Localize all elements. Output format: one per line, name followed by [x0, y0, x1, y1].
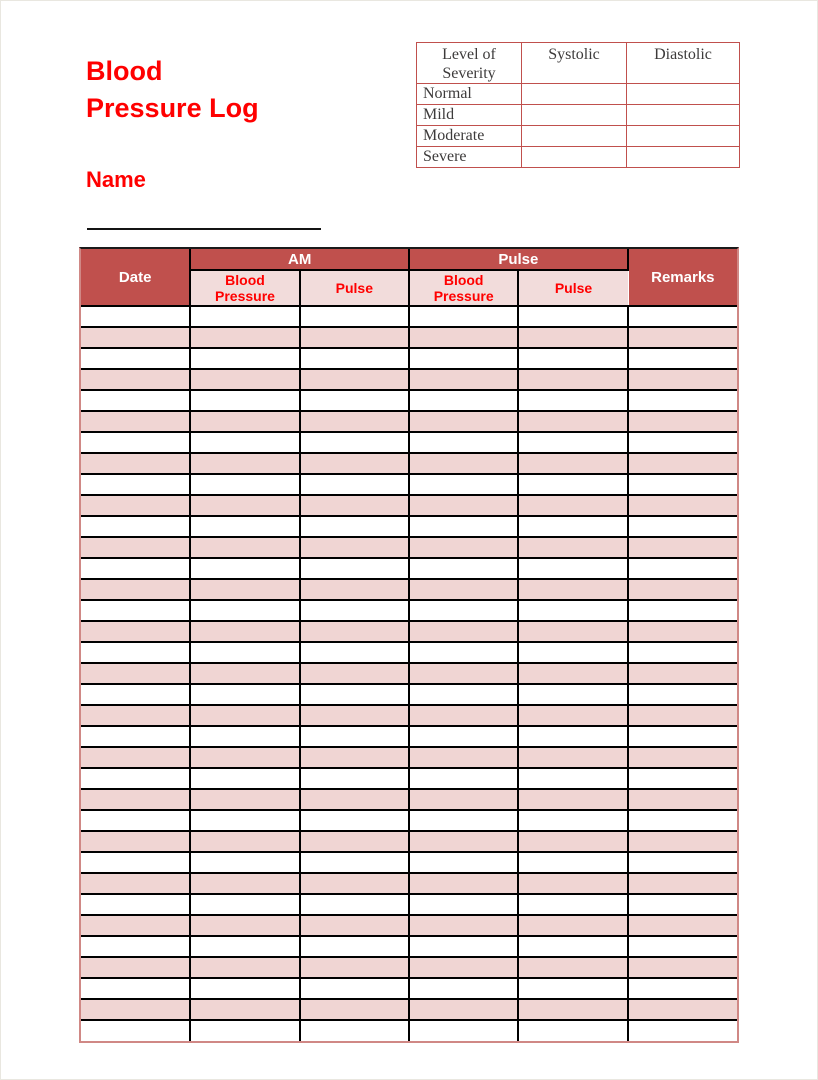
log-cell: [518, 894, 627, 915]
log-row: [81, 516, 737, 537]
log-cell: [81, 810, 190, 831]
log-cell: [628, 306, 737, 327]
log-cell: [409, 600, 518, 621]
log-row: [81, 621, 737, 642]
log-cell: [628, 789, 737, 810]
log-cell: [409, 558, 518, 579]
log-cell: [190, 957, 299, 978]
log-cell: [81, 831, 190, 852]
log-row: [81, 411, 737, 432]
log-cell: [190, 495, 299, 516]
log-cell: [300, 537, 409, 558]
log-cell: [300, 558, 409, 579]
log-cell: [300, 936, 409, 957]
log-cell: [300, 495, 409, 516]
log-cell: [628, 474, 737, 495]
log-cell: [190, 936, 299, 957]
log-cell: [190, 579, 299, 600]
log-cell: [409, 306, 518, 327]
log-row: [81, 327, 737, 348]
log-cell: [409, 663, 518, 684]
log-cell: [518, 348, 627, 369]
log-cell: [300, 621, 409, 642]
log-cell: [190, 600, 299, 621]
log-cell: [81, 684, 190, 705]
log-cell: [409, 873, 518, 894]
log-cell: [81, 516, 190, 537]
log-cell: [628, 705, 737, 726]
log-cell: [409, 474, 518, 495]
log-cell: [81, 747, 190, 768]
severity-row: [417, 126, 740, 147]
severity-col-systolic: Systolic: [522, 43, 627, 84]
log-cell: [190, 831, 299, 852]
log-cell: [628, 453, 737, 474]
log-cell: [628, 936, 737, 957]
log-row: [81, 999, 737, 1020]
log-cell: [518, 789, 627, 810]
log-subcol-pulse-am: Pulse: [300, 270, 409, 306]
log-row: [81, 369, 737, 390]
log-subcol-pulse-pm: Pulse: [518, 270, 627, 306]
log-cell: [518, 726, 627, 747]
log-cell: [300, 390, 409, 411]
log-cell: [409, 579, 518, 600]
log-cell: [409, 705, 518, 726]
log-cell: [409, 432, 518, 453]
log-cell: [409, 852, 518, 873]
log-row: [81, 558, 737, 579]
log-cell: [518, 978, 627, 999]
log-cell: [518, 390, 627, 411]
log-cell: [518, 1020, 627, 1041]
log-cell: [300, 369, 409, 390]
log-row: [81, 684, 737, 705]
log-cell: [190, 369, 299, 390]
log-cell: [518, 558, 627, 579]
severity-systolic-cell: [522, 84, 627, 105]
log-cell: [409, 411, 518, 432]
log-cell: [300, 705, 409, 726]
log-cell: [518, 852, 627, 873]
log-cell: [518, 579, 627, 600]
log-cell: [628, 978, 737, 999]
log-col-remarks: Remarks: [628, 249, 737, 306]
log-cell: [300, 726, 409, 747]
log-cell: [81, 957, 190, 978]
log-cell: [81, 558, 190, 579]
log-cell: [628, 432, 737, 453]
log-cell: [628, 495, 737, 516]
log-cell: [300, 915, 409, 936]
severity-diastolic-cell: [627, 126, 740, 147]
log-row: [81, 894, 737, 915]
log-cell: [518, 705, 627, 726]
log-cell: [190, 852, 299, 873]
log-row: [81, 348, 737, 369]
log-cell: [518, 537, 627, 558]
log-cell: [628, 768, 737, 789]
log-group-pulse: Pulse: [409, 249, 628, 270]
log-row: [81, 915, 737, 936]
log-cell: [409, 369, 518, 390]
log-cell: [518, 999, 627, 1020]
log-cell: [190, 558, 299, 579]
log-cell: [81, 852, 190, 873]
log-group-am: AM: [190, 249, 409, 270]
log-cell: [81, 705, 190, 726]
log-cell: [628, 579, 737, 600]
log-cell: [628, 558, 737, 579]
log-cell: [300, 873, 409, 894]
severity-row: [417, 105, 740, 126]
log-cell: [81, 579, 190, 600]
log-cell: [518, 495, 627, 516]
log-cell: [81, 789, 190, 810]
log-cell: [300, 348, 409, 369]
log-cell: [300, 453, 409, 474]
log-cell: [190, 915, 299, 936]
log-cell: [81, 600, 190, 621]
log-cell: [190, 768, 299, 789]
log-row: [81, 600, 737, 621]
log-cell: [190, 978, 299, 999]
log-cell: [190, 684, 299, 705]
log-row: [81, 1020, 737, 1041]
severity-systolic-cell: [522, 147, 627, 168]
log-cell: [409, 768, 518, 789]
log-cell: [300, 852, 409, 873]
log-row: [81, 957, 737, 978]
log-cell: [81, 537, 190, 558]
log-cell: [300, 600, 409, 621]
log-cell: [190, 348, 299, 369]
log-cell: [190, 705, 299, 726]
log-cell: [190, 789, 299, 810]
severity-diastolic-cell: [627, 147, 740, 168]
log-cell: [409, 999, 518, 1020]
log-cell: [518, 873, 627, 894]
log-row: [81, 768, 737, 789]
severity-diastolic-cell: [627, 105, 740, 126]
log-cell: [409, 978, 518, 999]
log-cell: [628, 516, 737, 537]
log-cell: [628, 1020, 737, 1041]
log-cell: [81, 306, 190, 327]
log-cell: [628, 957, 737, 978]
log-cell: [409, 684, 518, 705]
log-cell: [518, 957, 627, 978]
log-cell: [518, 663, 627, 684]
log-cell: [518, 600, 627, 621]
log-cell: [300, 432, 409, 453]
log-table-body: [81, 306, 737, 1041]
page-title: [86, 53, 259, 127]
log-cell: [409, 495, 518, 516]
log-cell: [190, 621, 299, 642]
log-cell: [190, 390, 299, 411]
log-cell: [81, 495, 190, 516]
log-cell: [190, 726, 299, 747]
log-cell: [300, 978, 409, 999]
log-row: [81, 831, 737, 852]
severity-level-cell: Normal: [417, 84, 522, 105]
log-cell: [409, 642, 518, 663]
severity-col-diastolic: Diastolic: [627, 43, 740, 84]
log-cell: [518, 516, 627, 537]
log-row: [81, 705, 737, 726]
log-cell: [300, 684, 409, 705]
log-cell: [300, 999, 409, 1020]
log-cell: [409, 831, 518, 852]
severity-row: [417, 147, 740, 168]
log-cell: [81, 327, 190, 348]
log-cell: [81, 390, 190, 411]
log-cell: [409, 516, 518, 537]
log-cell: [81, 936, 190, 957]
log-cell: [81, 453, 190, 474]
log-cell: [300, 747, 409, 768]
log-cell: [81, 894, 190, 915]
log-cell: [300, 579, 409, 600]
log-cell: [518, 411, 627, 432]
log-table-container: [79, 247, 739, 1043]
log-cell: [628, 390, 737, 411]
log-cell: [300, 789, 409, 810]
log-cell: [628, 894, 737, 915]
log-cell: [409, 1020, 518, 1041]
log-row: [81, 747, 737, 768]
log-cell: [409, 390, 518, 411]
severity-systolic-cell: [522, 126, 627, 147]
page-title-line2: Pressure Log: [86, 93, 259, 123]
log-cell: [409, 915, 518, 936]
log-row: [81, 852, 737, 873]
log-cell: [300, 768, 409, 789]
log-row: [81, 432, 737, 453]
log-cell: [628, 915, 737, 936]
log-cell: [81, 726, 190, 747]
log-cell: [628, 600, 737, 621]
severity-reference-table: [416, 42, 740, 168]
log-cell: [190, 1020, 299, 1041]
log-col-date: Date: [81, 249, 190, 306]
log-cell: [81, 642, 190, 663]
log-row: [81, 537, 737, 558]
log-row: [81, 663, 737, 684]
log-cell: [81, 348, 190, 369]
log-cell: [81, 369, 190, 390]
log-cell: [300, 957, 409, 978]
log-cell: [518, 642, 627, 663]
log-cell: [300, 411, 409, 432]
log-cell: [628, 726, 737, 747]
severity-col-level: Level of Severity: [417, 43, 522, 84]
log-row: [81, 873, 737, 894]
log-cell: [628, 873, 737, 894]
log-cell: [409, 747, 518, 768]
log-cell: [628, 621, 737, 642]
log-cell: [300, 1020, 409, 1041]
log-cell: [300, 516, 409, 537]
log-cell: [409, 957, 518, 978]
log-cell: [300, 306, 409, 327]
log-cell: [81, 999, 190, 1020]
log-cell: [81, 663, 190, 684]
log-cell: [628, 663, 737, 684]
log-cell: [628, 684, 737, 705]
log-cell: [518, 474, 627, 495]
log-subcol-blood-pressure-pm: Blood Pressure: [409, 270, 518, 306]
log-cell: [190, 999, 299, 1020]
log-cell: [81, 873, 190, 894]
log-row: [81, 642, 737, 663]
log-cell: [190, 327, 299, 348]
log-cell: [190, 642, 299, 663]
severity-row: [417, 84, 740, 105]
log-cell: [81, 621, 190, 642]
name-label: Name: [86, 167, 146, 192]
log-cell: [409, 327, 518, 348]
log-cell: [190, 537, 299, 558]
log-cell: [518, 621, 627, 642]
log-cell: [190, 747, 299, 768]
log-cell: [409, 936, 518, 957]
log-row: [81, 453, 737, 474]
severity-systolic-cell: [522, 105, 627, 126]
log-cell: [81, 978, 190, 999]
log-cell: [190, 453, 299, 474]
log-cell: [628, 999, 737, 1020]
log-row: [81, 726, 737, 747]
name-fill-in-line: [87, 207, 321, 230]
log-cell: [190, 663, 299, 684]
log-row: [81, 390, 737, 411]
log-cell: [81, 915, 190, 936]
log-group-header-row: [81, 249, 737, 270]
log-row: [81, 978, 737, 999]
log-cell: [518, 453, 627, 474]
log-cell: [628, 831, 737, 852]
severity-level-cell: Severe: [417, 147, 522, 168]
log-cell: [300, 474, 409, 495]
log-cell: [409, 453, 518, 474]
log-cell: [628, 411, 737, 432]
log-cell: [518, 306, 627, 327]
log-cell: [518, 747, 627, 768]
log-row: [81, 579, 737, 600]
log-cell: [190, 873, 299, 894]
log-cell: [409, 789, 518, 810]
severity-diastolic-cell: [627, 84, 740, 105]
log-cell: [300, 810, 409, 831]
log-cell: [409, 894, 518, 915]
log-cell: [628, 810, 737, 831]
log-cell: [190, 432, 299, 453]
log-cell: [628, 537, 737, 558]
log-cell: [81, 411, 190, 432]
log-cell: [518, 327, 627, 348]
log-cell: [81, 474, 190, 495]
log-row: [81, 936, 737, 957]
log-cell: [518, 810, 627, 831]
log-cell: [628, 369, 737, 390]
log-cell: [518, 768, 627, 789]
blood-pressure-log-table: [81, 249, 737, 1041]
log-cell: [190, 474, 299, 495]
log-cell: [518, 432, 627, 453]
log-cell: [518, 369, 627, 390]
log-cell: [628, 327, 737, 348]
log-row: [81, 495, 737, 516]
log-cell: [628, 747, 737, 768]
log-cell: [81, 1020, 190, 1041]
log-cell: [190, 411, 299, 432]
log-cell: [300, 327, 409, 348]
log-row: [81, 306, 737, 327]
severity-table-body: [417, 84, 740, 168]
log-cell: [409, 537, 518, 558]
log-row: [81, 789, 737, 810]
severity-level-cell: Moderate: [417, 126, 522, 147]
log-cell: [190, 894, 299, 915]
log-cell: [190, 810, 299, 831]
log-cell: [300, 642, 409, 663]
log-row: [81, 810, 737, 831]
log-cell: [409, 810, 518, 831]
log-cell: [409, 726, 518, 747]
log-cell: [300, 663, 409, 684]
log-cell: [300, 831, 409, 852]
page-title-line1: Blood: [86, 56, 163, 86]
log-cell: [628, 642, 737, 663]
log-row: [81, 474, 737, 495]
severity-header-row: [417, 43, 740, 84]
log-cell: [409, 348, 518, 369]
log-subcol-blood-pressure-am: Blood Pressure: [190, 270, 299, 306]
severity-level-cell: Mild: [417, 105, 522, 126]
log-cell: [518, 936, 627, 957]
log-cell: [190, 516, 299, 537]
log-cell: [81, 768, 190, 789]
log-cell: [409, 621, 518, 642]
log-cell: [518, 831, 627, 852]
log-cell: [518, 915, 627, 936]
log-cell: [300, 894, 409, 915]
log-cell: [628, 348, 737, 369]
log-cell: [81, 432, 190, 453]
log-cell: [628, 852, 737, 873]
log-cell: [518, 684, 627, 705]
log-cell: [190, 306, 299, 327]
